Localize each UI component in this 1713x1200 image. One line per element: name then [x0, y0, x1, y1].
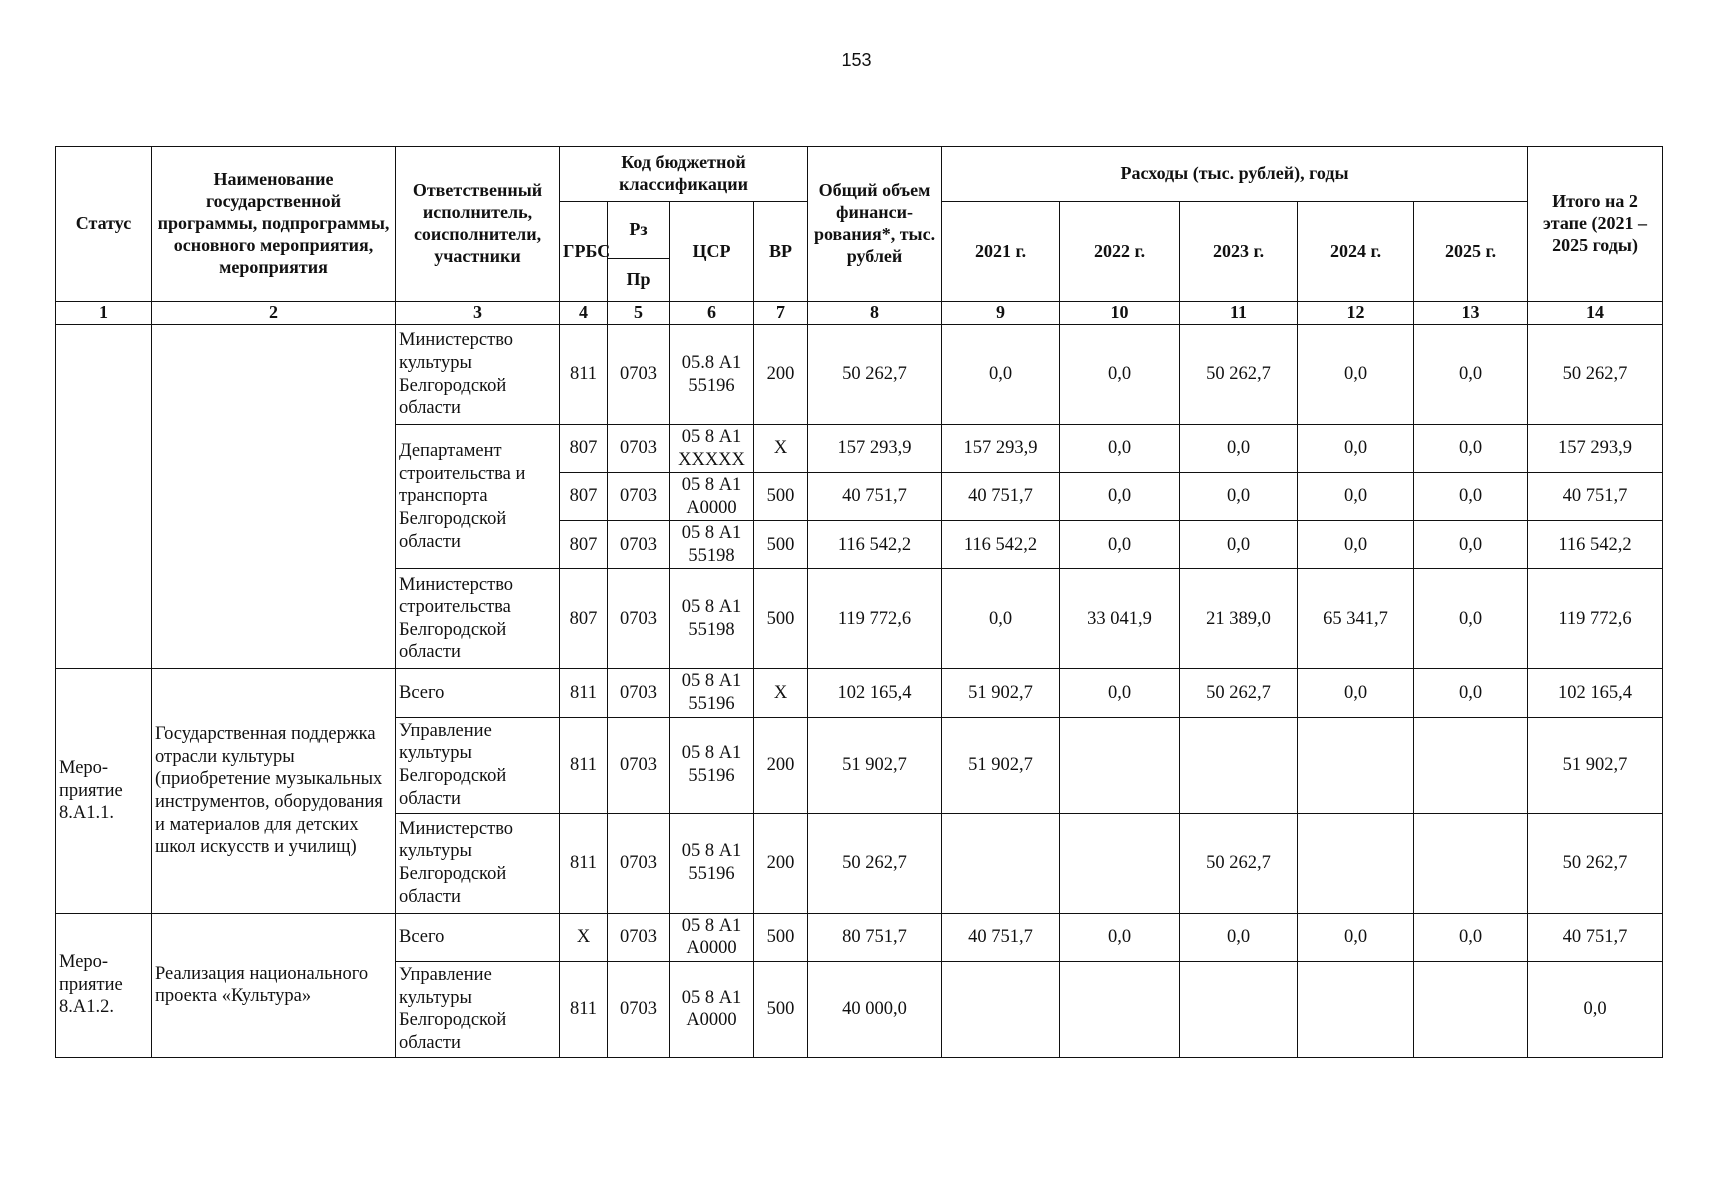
year-2021-cell: 116 542,2: [942, 521, 1060, 569]
column-number: 10: [1060, 302, 1180, 325]
header-vr: ВР: [754, 202, 808, 302]
header-expenses: Расходы (тыс. рублей), годы: [942, 147, 1528, 202]
stage-total-cell: 50 262,7: [1528, 813, 1663, 913]
header-year-2024: 2024 г.: [1298, 202, 1414, 302]
vr-cell: 500: [754, 961, 808, 1057]
total-cell: 50 262,7: [808, 813, 942, 913]
name-cell: Государственная поддержка отрасли культуры (приобретение музыкальных инструментов, оборудования и материалов для детских школ искусств и училищ): [152, 669, 396, 913]
year-2024-cell: 0,0: [1298, 913, 1414, 961]
csr-cell: 05 8 А1 А0000: [670, 961, 754, 1057]
column-number: 4: [560, 302, 608, 325]
year-2023-cell: 0,0: [1180, 473, 1298, 521]
year-2025-cell: 0,0: [1414, 913, 1528, 961]
grbs-cell: 811: [560, 669, 608, 717]
year-2024-cell: 0,0: [1298, 669, 1414, 717]
stage-total-cell: 157 293,9: [1528, 425, 1663, 473]
name-cell: Реализация национального проекта «Культура»: [152, 913, 396, 1057]
year-2021-cell: 51 902,7: [942, 717, 1060, 813]
total-cell: 116 542,2: [808, 521, 942, 569]
rzpr-cell: 0703: [608, 425, 670, 473]
year-2022-cell: 0,0: [1060, 425, 1180, 473]
csr-cell: 05 8 А1 А0000: [670, 473, 754, 521]
grbs-cell: 811: [560, 325, 608, 425]
table-row: [56, 325, 1663, 425]
year-2021-cell: 0,0: [942, 325, 1060, 425]
header-year-2021: 2021 г.: [942, 202, 1060, 302]
grbs-cell: 807: [560, 425, 608, 473]
total-cell: 119 772,6: [808, 569, 942, 669]
stage-total-cell: 0,0: [1528, 961, 1663, 1057]
year-2023-cell: [1180, 717, 1298, 813]
name-cell: [152, 325, 396, 669]
year-2023-cell: 50 262,7: [1180, 325, 1298, 425]
column-number: 5: [608, 302, 670, 325]
year-2023-cell: 0,0: [1180, 521, 1298, 569]
year-2021-cell: 157 293,9: [942, 425, 1060, 473]
stage-total-cell: 40 751,7: [1528, 913, 1663, 961]
table-row: [56, 913, 1663, 961]
csr-cell: 05 8 А1 55196: [670, 669, 754, 717]
year-2025-cell: 0,0: [1414, 473, 1528, 521]
responsible-cell: Министерство культуры Белгородской области: [396, 325, 560, 425]
total-cell: 157 293,9: [808, 425, 942, 473]
column-number: 14: [1528, 302, 1663, 325]
column-numbers-row: [56, 302, 1663, 325]
header-pr: Пр: [608, 259, 670, 302]
year-2024-cell: 0,0: [1298, 521, 1414, 569]
year-2022-cell: 0,0: [1060, 521, 1180, 569]
year-2025-cell: [1414, 961, 1528, 1057]
vr-cell: 500: [754, 913, 808, 961]
year-2023-cell: 21 389,0: [1180, 569, 1298, 669]
year-2021-cell: [942, 961, 1060, 1057]
stage-total-cell: 40 751,7: [1528, 473, 1663, 521]
grbs-cell: 811: [560, 961, 608, 1057]
page-number: 153: [841, 50, 872, 70]
year-2022-cell: 0,0: [1060, 913, 1180, 961]
rzpr-cell: 0703: [608, 569, 670, 669]
csr-cell: 05 8 А1 А0000: [670, 913, 754, 961]
stage-total-cell: 51 902,7: [1528, 717, 1663, 813]
responsible-cell: Управление культуры Белгородской области: [396, 717, 560, 813]
column-number: 13: [1414, 302, 1528, 325]
header-row: [56, 147, 1663, 202]
year-2024-cell: [1298, 813, 1414, 913]
csr-cell: 05 8 А1 55198: [670, 569, 754, 669]
rzpr-cell: 0703: [608, 521, 670, 569]
stage-total-cell: 119 772,6: [1528, 569, 1663, 669]
total-cell: 51 902,7: [808, 717, 942, 813]
header-year-2025: 2025 г.: [1414, 202, 1528, 302]
header-responsible: Ответственный исполнитель, соисполнители, участники: [396, 147, 560, 302]
year-2022-cell: 0,0: [1060, 473, 1180, 521]
vr-cell: 200: [754, 717, 808, 813]
status-cell: Меро-приятие 8.А1.1.: [56, 669, 152, 913]
year-2025-cell: [1414, 813, 1528, 913]
stage-total-cell: 116 542,2: [1528, 521, 1663, 569]
table-row: [56, 669, 1663, 717]
year-2022-cell: 0,0: [1060, 325, 1180, 425]
year-2024-cell: [1298, 961, 1414, 1057]
status-cell: [56, 325, 152, 669]
total-cell: 40 000,0: [808, 961, 942, 1057]
vr-cell: Х: [754, 425, 808, 473]
grbs-cell: 807: [560, 473, 608, 521]
year-2025-cell: 0,0: [1414, 669, 1528, 717]
header-year-2023: 2023 г.: [1180, 202, 1298, 302]
rzpr-cell: 0703: [608, 813, 670, 913]
year-2021-cell: 51 902,7: [942, 669, 1060, 717]
header-stage-total: Итого на 2 этапе (2021 – 2025 годы): [1528, 147, 1663, 302]
year-2023-cell: 50 262,7: [1180, 669, 1298, 717]
grbs-cell: Х: [560, 913, 608, 961]
total-cell: 102 165,4: [808, 669, 942, 717]
year-2023-cell: 0,0: [1180, 425, 1298, 473]
year-2024-cell: 0,0: [1298, 325, 1414, 425]
column-number: 8: [808, 302, 942, 325]
vr-cell: 200: [754, 813, 808, 913]
column-number: 2: [152, 302, 396, 325]
column-number: 11: [1180, 302, 1298, 325]
responsible-cell: Управление культуры Белгородской области: [396, 961, 560, 1057]
csr-cell: 05 8 А1 55196: [670, 717, 754, 813]
csr-cell: 05.8 А1 55196: [670, 325, 754, 425]
responsible-cell: Министерство строительства Белгородской области: [396, 569, 560, 669]
stage-total-cell: 102 165,4: [1528, 669, 1663, 717]
year-2023-cell: [1180, 961, 1298, 1057]
year-2022-cell: 33 041,9: [1060, 569, 1180, 669]
csr-cell: 05 8 А1 55196: [670, 813, 754, 913]
rzpr-cell: 0703: [608, 961, 670, 1057]
stage-total-cell: 50 262,7: [1528, 325, 1663, 425]
rzpr-cell: 0703: [608, 669, 670, 717]
column-number: 6: [670, 302, 754, 325]
year-2023-cell: 0,0: [1180, 913, 1298, 961]
header-csr: ЦСР: [670, 202, 754, 302]
responsible-cell: Всего: [396, 913, 560, 961]
column-number: 7: [754, 302, 808, 325]
total-cell: 40 751,7: [808, 473, 942, 521]
budget-table: [55, 146, 1663, 1058]
column-number: 12: [1298, 302, 1414, 325]
grbs-cell: 811: [560, 717, 608, 813]
year-2022-cell: [1060, 961, 1180, 1057]
year-2024-cell: 0,0: [1298, 473, 1414, 521]
year-2022-cell: [1060, 717, 1180, 813]
column-number: 1: [56, 302, 152, 325]
csr-cell: 05 8 А1 55198: [670, 521, 754, 569]
year-2023-cell: 50 262,7: [1180, 813, 1298, 913]
year-2021-cell: 40 751,7: [942, 913, 1060, 961]
year-2021-cell: 40 751,7: [942, 473, 1060, 521]
year-2025-cell: 0,0: [1414, 569, 1528, 669]
year-2025-cell: 0,0: [1414, 425, 1528, 473]
rzpr-cell: 0703: [608, 325, 670, 425]
year-2025-cell: 0,0: [1414, 521, 1528, 569]
header-status: Статус: [56, 147, 152, 302]
responsible-cell: Всего: [396, 669, 560, 717]
status-cell: Меро-приятие 8.А1.2.: [56, 913, 152, 1057]
vr-cell: Х: [754, 669, 808, 717]
year-2021-cell: 0,0: [942, 569, 1060, 669]
column-number: 9: [942, 302, 1060, 325]
header-total-volume: Общий объем финанси-рования*, тыс. рублей: [808, 147, 942, 302]
grbs-cell: 811: [560, 813, 608, 913]
year-2024-cell: 65 341,7: [1298, 569, 1414, 669]
year-2022-cell: 0,0: [1060, 669, 1180, 717]
responsible-cell: Министерство культуры Белгородской области: [396, 813, 560, 913]
grbs-cell: 807: [560, 521, 608, 569]
total-cell: 80 751,7: [808, 913, 942, 961]
year-2022-cell: [1060, 813, 1180, 913]
vr-cell: 500: [754, 569, 808, 669]
csr-cell: 05 8 А1 ХХХХХ: [670, 425, 754, 473]
rzpr-cell: 0703: [608, 717, 670, 813]
year-2025-cell: [1414, 717, 1528, 813]
header-budget-code: Код бюджетной классификации: [560, 147, 808, 202]
year-2025-cell: 0,0: [1414, 325, 1528, 425]
header-grbs: ГРБС: [560, 202, 608, 302]
grbs-cell: 807: [560, 569, 608, 669]
total-cell: 50 262,7: [808, 325, 942, 425]
vr-cell: 200: [754, 325, 808, 425]
vr-cell: 500: [754, 473, 808, 521]
rzpr-cell: 0703: [608, 913, 670, 961]
header-year-2022: 2022 г.: [1060, 202, 1180, 302]
column-number: 3: [396, 302, 560, 325]
header-name: Наименование государственной программы, подпрограммы, основного мероприятия, мероприятия: [152, 147, 396, 302]
rzpr-cell: 0703: [608, 473, 670, 521]
year-2021-cell: [942, 813, 1060, 913]
vr-cell: 500: [754, 521, 808, 569]
year-2024-cell: [1298, 717, 1414, 813]
responsible-cell: Департамент строительства и транспорта Белгородской области: [396, 425, 560, 569]
year-2024-cell: 0,0: [1298, 425, 1414, 473]
header-rz: Рз: [608, 202, 670, 259]
